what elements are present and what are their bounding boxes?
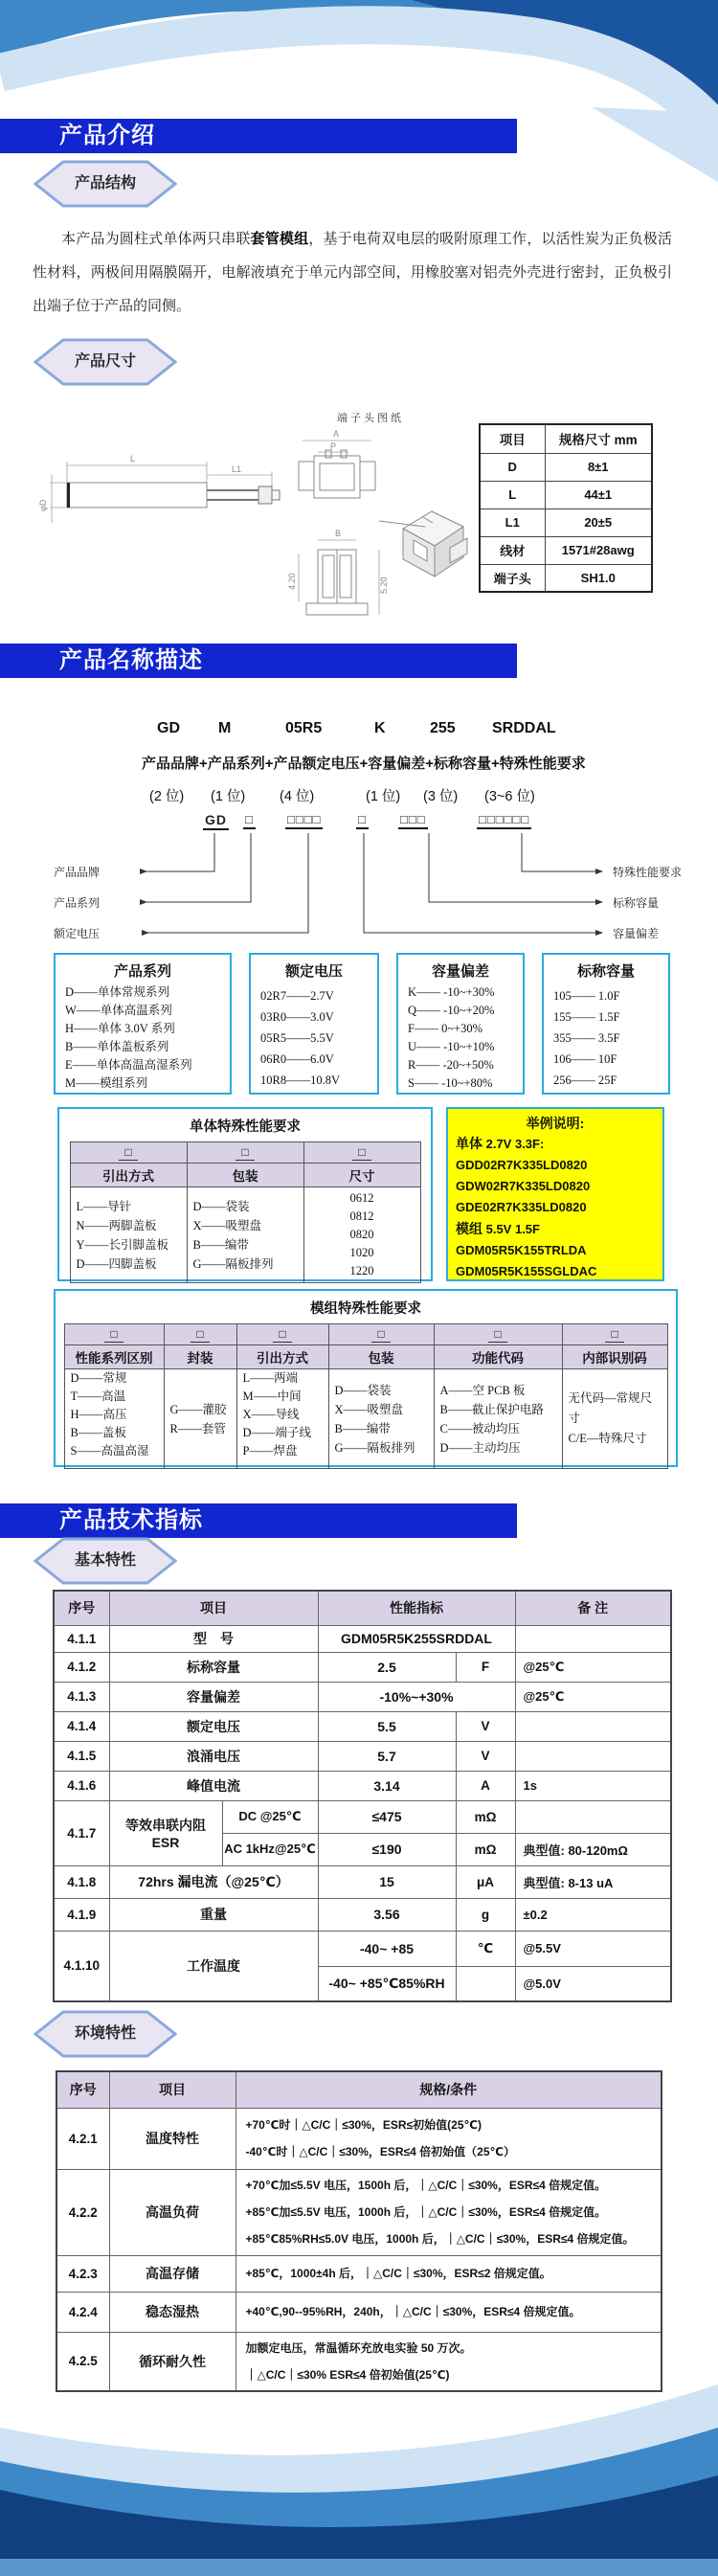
- naming-code: GD: [157, 720, 180, 736]
- connector-side-view: [287, 525, 393, 625]
- row-no: 4.1.10: [54, 1931, 109, 2001]
- list-item: K—— -10~+30%: [408, 985, 495, 999]
- list-item: Y——长引脚盖板: [76, 1237, 169, 1252]
- example-group-bold: 模组: [456, 1221, 482, 1236]
- section-title: 产品介绍: [59, 123, 155, 148]
- list-item: 02R7——2.7V: [260, 989, 334, 1003]
- list-item: C——被动均压: [439, 1421, 520, 1435]
- list-item: X——吸塑盘: [192, 1218, 262, 1232]
- badge-product-size: [34, 337, 177, 387]
- list-item: M——中间: [242, 1390, 302, 1403]
- box-mark: □: [191, 1327, 209, 1343]
- dim-label-phiD: φD: [38, 499, 48, 511]
- intro-paragraph: [33, 222, 672, 323]
- list-item: N——两脚盖板: [76, 1218, 157, 1232]
- list-item: 155—— 1.5F: [553, 1010, 620, 1024]
- series-box-product-series: [54, 953, 232, 1095]
- example-code: GDD02R7K335LD0820: [456, 1158, 588, 1172]
- badge-label: 基本特性: [74, 1552, 136, 1569]
- row-no: 4.1.1: [54, 1625, 109, 1652]
- diagram-label-capacity: 标称容量: [613, 896, 660, 910]
- section-bar-product-intro: [0, 119, 517, 153]
- row-item: 稳态湿热: [109, 2292, 236, 2332]
- table-row: [70, 1164, 420, 1187]
- naming-digits: (3 位): [423, 789, 459, 804]
- connector-front-view: [289, 427, 385, 508]
- spec-line: ｜△C/C｜≤30% ESR≤4 倍初始值(25℃): [245, 2367, 450, 2382]
- row-no: 4.2.1: [56, 2108, 109, 2169]
- list-item: R—— -20~+50%: [408, 1058, 494, 1072]
- list-item: B——编带: [334, 1421, 391, 1435]
- row-unit: ℃: [456, 1931, 515, 1966]
- badge-basic-characteristics: [34, 1536, 177, 1586]
- row-no: 4.2.2: [56, 2169, 109, 2255]
- row-item: 浪涌电压: [109, 1741, 318, 1771]
- spec-line: +85℃加≤5.5V 电压，1000h 后，｜△C/C｜≤30%，ESR≤4 倍规定值。: [245, 2205, 607, 2219]
- example-group-rest: 5.5V 1.5F: [482, 1222, 540, 1236]
- row-unit: V: [456, 1741, 515, 1771]
- row-no: 4.1.6: [54, 1771, 109, 1800]
- naming-code: K: [374, 720, 386, 736]
- list-item: D——袋装: [334, 1383, 392, 1397]
- row-no: 4.2.5: [56, 2332, 109, 2391]
- spec-line: +40℃,90--95%RH，240h，｜△C/C｜≤30%，ESR≤4 倍规定值。: [245, 2305, 581, 2318]
- table-row: [56, 2255, 662, 2292]
- row-unit: A: [456, 1771, 515, 1800]
- list-item: L——两端: [242, 1371, 299, 1385]
- col-header: 规格/条件: [236, 2071, 662, 2108]
- row-note: @25℃: [515, 1652, 671, 1682]
- diagram-group-brand: GD: [203, 812, 229, 830]
- row-item: 峰值电流: [109, 1771, 318, 1800]
- diagram-group-series: □: [243, 812, 256, 829]
- naming-digits: (4 位): [280, 789, 315, 804]
- list-item: D——主动均压: [439, 1440, 521, 1455]
- row-specs: [236, 2292, 662, 2332]
- table-row: [54, 1682, 671, 1711]
- example-code: GDM05R5K155SGLDAC: [456, 1264, 597, 1278]
- col-header: 包装: [187, 1164, 303, 1187]
- table-row: [480, 564, 652, 592]
- series-box-title: 标称容量: [576, 963, 635, 980]
- list-item: D——常规: [70, 1371, 127, 1385]
- series-box-title: 产品系列: [113, 963, 171, 980]
- box-mark: □: [119, 1145, 137, 1161]
- col-header: 封装: [164, 1345, 236, 1369]
- naming-code: 05R5: [285, 720, 323, 736]
- row-item: 循环耐久性: [109, 2332, 236, 2391]
- row-value: -10%~+30%: [318, 1682, 515, 1711]
- env-spec-table: [56, 2070, 662, 2392]
- row-value: -40~ +85: [318, 1931, 456, 1966]
- list-item: R——套管: [169, 1421, 226, 1435]
- row-value: 15: [318, 1865, 456, 1898]
- table-header-row: [54, 1591, 671, 1625]
- row-condition: DC @25℃: [222, 1800, 318, 1833]
- list-item: T——高温: [70, 1390, 126, 1403]
- naming-formula: 产品品牌+产品系列+产品额定电压+容量偏差+标称容量+特殊性能要求: [142, 756, 586, 772]
- table-row: [54, 1771, 671, 1800]
- bottom-wave-decoration: [0, 2375, 718, 2576]
- col-header: 引出方式: [70, 1164, 187, 1187]
- badge-label: 产品结构: [74, 175, 136, 192]
- series-box-rated-voltage: [249, 953, 379, 1095]
- row-unit: μA: [456, 1865, 515, 1898]
- list-item: L——导针: [76, 1199, 132, 1213]
- list-item: 256—— 25F: [553, 1073, 617, 1087]
- col-header: 引出方式: [236, 1345, 328, 1369]
- naming-digits: (2 位): [149, 789, 185, 804]
- row-item: [109, 1800, 222, 1865]
- dim-value: 44±1: [545, 481, 652, 508]
- list-item: D——四脚盖板: [76, 1256, 157, 1271]
- dim-label-A: A: [333, 429, 340, 439]
- intro-text-rest: ，基于电荷双电层的吸附原理工作，以活性炭为正负极活性材料，两极间用隔膜隔开，电解液填充于单元内部空间，用橡胶塞对铝壳外壳进行密封，正负极引出端子位于产品的同侧。: [33, 231, 672, 314]
- row-item: 高温负荷: [109, 2169, 236, 2255]
- list-item: 355—— 3.5F: [553, 1031, 620, 1045]
- list-item: D——单体常规系列: [65, 985, 170, 999]
- series-box-capacity-tolerance: [396, 953, 525, 1095]
- diagram-group-tolerance: □: [356, 812, 369, 829]
- list-item: B——编带: [192, 1237, 249, 1252]
- list-item: G——隔板排列: [192, 1256, 274, 1271]
- intro-text-start: 本产品为圆柱式单体两只串联: [61, 231, 251, 247]
- cylinder-drawing: [8, 419, 295, 582]
- list-item: X——吸塑盘: [334, 1402, 404, 1416]
- row-no: 4.1.4: [54, 1711, 109, 1741]
- row-unit: mΩ: [456, 1833, 515, 1865]
- naming-digits: (1 位): [211, 789, 246, 804]
- example-code: GDE02R7K335LD0820: [456, 1200, 587, 1214]
- list-item: Q—— -10~+20%: [408, 1004, 495, 1017]
- list-item: E——单体高温高湿系列: [65, 1058, 192, 1072]
- table-header-row: [56, 2071, 662, 2108]
- spec-line: +70℃时｜△C/C｜≤30%，ESR≤初始值(25℃): [245, 2118, 482, 2132]
- table-row: [54, 1711, 671, 1741]
- table-row: [54, 1865, 671, 1898]
- table-row: [54, 1625, 671, 1652]
- list-item: H——单体 3.0V 系列: [65, 1022, 175, 1035]
- naming-code: 255: [430, 720, 456, 736]
- diagram-label-brand: 产品品牌: [54, 866, 101, 879]
- table-row: [70, 1142, 420, 1164]
- col-header: 项目: [109, 1591, 318, 1625]
- col-header: 项目: [109, 2071, 236, 2108]
- row-value: ≤475: [318, 1800, 456, 1833]
- example-box: [446, 1107, 664, 1281]
- row-note: @5.5V: [515, 1931, 671, 1966]
- list-item: 0820: [349, 1228, 374, 1241]
- table-row: [480, 508, 652, 536]
- dim-key: L1: [480, 508, 545, 536]
- series-box-title: 额定电压: [284, 963, 343, 980]
- dimension-table: [479, 423, 653, 593]
- top-wave-decoration: [0, 0, 718, 182]
- row-no: 4.1.5: [54, 1741, 109, 1771]
- badge-product-structure: [34, 159, 177, 209]
- section-bar-tech-specs: [0, 1503, 517, 1538]
- section-title: 产品名称描述: [59, 647, 203, 673]
- row-item-line: 等效串联内阻: [125, 1818, 206, 1833]
- example-group-rest: 2.7V 3.3F:: [482, 1137, 545, 1151]
- list-item: H——高压: [70, 1408, 127, 1421]
- row-value: 3.56: [318, 1898, 456, 1931]
- list-item: M——模组系列: [65, 1076, 148, 1090]
- col-header: 性能指标: [318, 1591, 515, 1625]
- dim-key: 线材: [480, 536, 545, 564]
- row-note: @25℃: [515, 1682, 671, 1711]
- dim-label-L: L: [130, 454, 136, 463]
- row-item: 温度特性: [109, 2108, 236, 2169]
- table-row: [480, 453, 652, 481]
- col-header: 内部识别码: [562, 1345, 667, 1369]
- example-code: GDM05R5K155TRLDA: [456, 1243, 587, 1257]
- box-mark: □: [488, 1327, 506, 1343]
- row-no: 4.1.3: [54, 1682, 109, 1711]
- row-item: 重量: [109, 1898, 318, 1931]
- row-value: -40~ +85℃85%RH: [318, 1966, 456, 2001]
- diagram-label-voltage: 额定电压: [54, 927, 101, 940]
- dim-key: D: [480, 453, 545, 481]
- table-row: [54, 1898, 671, 1931]
- dim-label-B: B: [335, 529, 342, 538]
- list-item: A——空 PCB 板: [439, 1383, 526, 1397]
- table-row: [480, 536, 652, 564]
- module-special-table: [54, 1289, 678, 1467]
- list-item: 06R0——6.0V: [260, 1052, 334, 1066]
- series-box-title: 容量偏差: [431, 963, 489, 980]
- list-item: 05R5——5.5V: [260, 1031, 334, 1045]
- spec-line: +85℃，1000±4h 后，｜△C/C｜≤30%，ESR≤2 倍规定值。: [245, 2267, 551, 2280]
- list-item: S—— -10~+80%: [408, 1076, 493, 1090]
- row-value: 2.5: [318, 1652, 456, 1682]
- table-row: [64, 1369, 667, 1469]
- list-item: 10R8——10.8V: [260, 1073, 340, 1087]
- module-special-title: 模组特殊性能要求: [310, 1301, 421, 1317]
- series-box-nominal-capacity: [542, 953, 670, 1095]
- box-mark: □: [273, 1327, 291, 1343]
- diagram-connector-lines: [0, 831, 718, 952]
- row-note: [515, 1800, 671, 1833]
- tech-spec-table: [53, 1590, 672, 2002]
- row-value: GDM05R5K255SRDDAL: [318, 1625, 515, 1652]
- naming-code: SRDDAL: [492, 720, 556, 736]
- row-note: [515, 1711, 671, 1741]
- row-item: 标称容量: [109, 1652, 318, 1682]
- dim-label-P: P: [330, 441, 337, 451]
- row-no: 4.1.2: [54, 1652, 109, 1682]
- dim-col-spec: 规格尺寸 mm: [545, 424, 652, 453]
- diagram-group-special: □□□□□□: [477, 812, 531, 829]
- row-specs: [236, 2108, 662, 2169]
- list-item: 0612: [349, 1191, 374, 1205]
- dimension-table-header: [480, 424, 652, 453]
- row-value: 5.5: [318, 1711, 456, 1741]
- diagram-group-voltage: □□□□: [285, 812, 323, 829]
- col-header: 序号: [54, 1591, 109, 1625]
- row-value: 3.14: [318, 1771, 456, 1800]
- cell-special-title: 单体特殊性能要求: [190, 1119, 301, 1135]
- spec-line: +70℃加≤5.5V 电压，1500h 后，｜△C/C｜≤30%，ESR≤4 倍规定值。: [245, 2179, 607, 2192]
- connector-3d-view: [379, 498, 475, 589]
- row-item: 72hrs 漏电流（@25℃）: [109, 1865, 318, 1898]
- example-title: 举例说明:: [526, 1116, 585, 1131]
- box-mark: □: [236, 1145, 254, 1161]
- section-title: 产品技术指标: [59, 1507, 203, 1533]
- dim-value: 8±1: [545, 453, 652, 481]
- diagram-label-tolerance: 容量偏差: [613, 927, 660, 940]
- list-item: D——袋装: [192, 1199, 250, 1213]
- naming-digits: (1 位): [366, 789, 401, 804]
- table-row: [56, 2108, 662, 2169]
- dim-value: 20±5: [545, 508, 652, 536]
- list-item: D——端子线: [242, 1426, 312, 1439]
- row-no: 4.1.9: [54, 1898, 109, 1931]
- row-specs: [236, 2255, 662, 2292]
- row-note: [515, 1741, 671, 1771]
- dim-value: SH1.0: [545, 564, 652, 592]
- table-row: [54, 1800, 671, 1833]
- row-specs: [236, 2169, 662, 2255]
- col-header: 性能系列区别: [64, 1345, 164, 1369]
- row-unit: [456, 1966, 515, 2001]
- row-specs: [236, 2332, 662, 2391]
- row-item: 高温存储: [109, 2255, 236, 2292]
- table-row: [64, 1324, 667, 1345]
- table-row: [54, 1652, 671, 1682]
- dim-col-item: 项目: [480, 424, 545, 453]
- list-item: W——单体高温系列: [65, 1004, 172, 1017]
- list-item: P——焊盘: [242, 1444, 298, 1457]
- list-item: 1020: [349, 1246, 374, 1259]
- list-item: 03R0——3.0V: [260, 1010, 334, 1024]
- list-item: 0812: [349, 1209, 374, 1223]
- section-bar-product-naming: [0, 644, 517, 678]
- row-note: @5.0V: [515, 1966, 671, 2001]
- list-item: 1220: [349, 1264, 374, 1277]
- cell-special-table: [57, 1107, 433, 1281]
- naming-code: M: [218, 720, 232, 736]
- naming-digits: (3~6 位): [484, 789, 535, 804]
- list-item: S——高温高湿: [70, 1444, 149, 1457]
- terminal-drawing-title: 端子头图纸: [337, 413, 404, 424]
- row-no: 4.1.7: [54, 1800, 109, 1865]
- row-note: 典型值: 8-13 uA: [515, 1865, 671, 1898]
- table-row: [56, 2169, 662, 2255]
- col-header: 备 注: [515, 1591, 671, 1625]
- diagram-group-capacity: □□□: [398, 812, 428, 829]
- list-item: 无代码—常规尺寸: [568, 1391, 653, 1425]
- box-mark: □: [352, 1145, 370, 1161]
- box-mark: □: [605, 1327, 623, 1343]
- col-header: 功能代码: [434, 1345, 562, 1369]
- list-item: 105—— 1.0F: [553, 989, 620, 1003]
- table-row: [54, 1931, 671, 1966]
- row-note: ±0.2: [515, 1898, 671, 1931]
- dim-key: 端子头: [480, 564, 545, 592]
- intro-text-bold: 套管模组: [250, 231, 309, 247]
- list-item: G——隔板排列: [334, 1440, 415, 1455]
- badge-label: 产品尺寸: [74, 353, 136, 370]
- list-item: B——盖板: [70, 1426, 126, 1439]
- badge-label: 环境特性: [74, 2025, 136, 2042]
- row-item-line: ESR: [151, 1835, 180, 1850]
- table-row: [56, 2332, 662, 2391]
- row-unit: F: [456, 1652, 515, 1682]
- row-value: 5.7: [318, 1741, 456, 1771]
- list-item: B——单体盖板系列: [65, 1040, 169, 1053]
- diagram-label-special: 特殊性能要求: [613, 866, 683, 879]
- dim-key: L: [480, 481, 545, 508]
- badge-environmental-characteristics: [34, 2009, 177, 2059]
- col-header: 包装: [328, 1345, 434, 1369]
- list-item: U—— -10~+10%: [408, 1040, 495, 1053]
- row-unit: g: [456, 1898, 515, 1931]
- list-item: F—— 0~+30%: [408, 1022, 483, 1035]
- dim-value: 1571#28awg: [545, 536, 652, 564]
- spec-line: -40℃时｜△C/C｜≤30%，ESR≤4 倍初始值（25℃）: [245, 2145, 516, 2158]
- row-note: [515, 1625, 671, 1652]
- list-item: 106—— 10F: [553, 1052, 617, 1066]
- row-note: 典型值: 80-120mΩ: [515, 1833, 671, 1865]
- row-unit: V: [456, 1711, 515, 1741]
- spec-line: +85℃85%RH≤5.0V 电压，1000h 后，｜△C/C｜≤30%，ESR≤4 倍规定值。: [245, 2232, 635, 2246]
- list-item: X——导线: [242, 1408, 300, 1421]
- dim-label-L1: L1: [232, 464, 242, 474]
- table-row: [70, 1187, 420, 1283]
- row-no: 4.2.3: [56, 2255, 109, 2292]
- table-row: [56, 2292, 662, 2332]
- example-code: GDW02R7K335LD0820: [456, 1179, 591, 1193]
- dim-label-420: 4.20: [287, 573, 297, 590]
- list-item: G——灌胶: [169, 1402, 227, 1416]
- row-unit: mΩ: [456, 1800, 515, 1833]
- example-group-bold: 单体: [456, 1136, 482, 1151]
- row-item: 容量偏差: [109, 1682, 318, 1711]
- row-item: 工作温度: [109, 1931, 318, 2001]
- diagram-label-series: 产品系列: [54, 896, 101, 910]
- row-item: 额定电压: [109, 1711, 318, 1741]
- table-row: [64, 1345, 667, 1369]
- row-note: 1s: [515, 1771, 671, 1800]
- row-no: 4.2.4: [56, 2292, 109, 2332]
- list-item: C/E—特殊尺寸: [568, 1432, 647, 1445]
- box-mark: □: [104, 1327, 123, 1343]
- col-header: 序号: [56, 2071, 109, 2108]
- row-no: 4.1.8: [54, 1865, 109, 1898]
- row-item: 型 号: [109, 1625, 318, 1652]
- dim-label-520: 5.20: [379, 576, 389, 594]
- row-condition: AC 1kHz@25℃: [222, 1833, 318, 1865]
- row-value: ≤190: [318, 1833, 456, 1865]
- table-row: [54, 1741, 671, 1771]
- spec-line: 加额定电压，常温循环充放电实验 50 万次。: [245, 2340, 472, 2355]
- box-mark: □: [371, 1327, 390, 1343]
- list-item: B——截止保护电路: [439, 1402, 544, 1416]
- table-row: [480, 481, 652, 508]
- col-header: 尺寸: [303, 1164, 420, 1187]
